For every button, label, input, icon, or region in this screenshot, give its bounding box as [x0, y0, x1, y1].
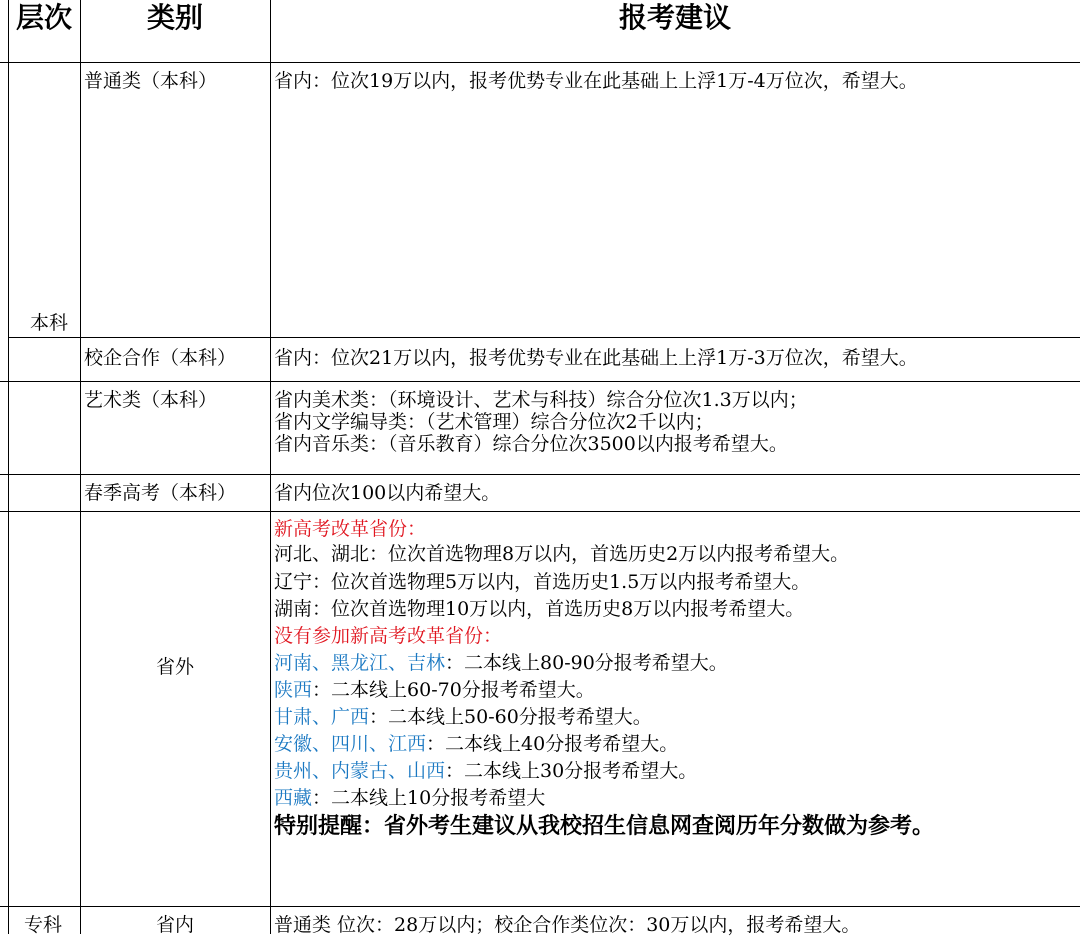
category-xiaoqi: 校企合作（本科） — [84, 347, 237, 369]
province-names: 河南、黑龙江、吉林 — [274, 652, 446, 674]
score-advice: ：二本线上80-90分报考希望大。 — [445, 652, 728, 674]
column-divider — [80, 0, 81, 934]
nonreform-line — [274, 787, 545, 809]
province-names: 安徽、四川、江西 — [274, 733, 427, 755]
header-category: 类别 — [146, 1, 203, 34]
row-divider — [8, 337, 1080, 338]
table-border-left — [8, 0, 9, 934]
advice-yishu-line: 省内文学编导类：（艺术管理）综合分位次2千以内； — [274, 411, 714, 433]
nonreform-title: 没有参加新高考改革省份： — [274, 625, 503, 647]
header-advice: 报考建议 — [618, 1, 731, 34]
province-names: 贵州、内蒙古、山西 — [274, 760, 446, 782]
reform-line: 辽宁：位次首选物理5万以内，首选历史1.5万以内报考希望大。 — [274, 571, 811, 593]
advice-chunji: 省内位次100以内希望大。 — [274, 482, 501, 504]
nonreform-line — [274, 652, 728, 674]
level-zhuanke: 专科 — [24, 914, 63, 936]
category-chunji: 春季高考（本科） — [84, 482, 237, 504]
category-putong: 普通类（本科） — [84, 70, 218, 92]
nonreform-line — [274, 733, 678, 755]
row-divider — [0, 474, 1080, 475]
score-advice: ：二本线上60-70分报考希望大。 — [312, 679, 595, 701]
advice-yishu-line: 省内音乐类：（音乐教育）综合分位次3500以内报考希望大。 — [274, 433, 788, 455]
row-divider — [0, 62, 1080, 63]
level-benke: 本科 — [30, 312, 69, 334]
reform-title: 新高考改革省份： — [274, 518, 427, 540]
category-yishu: 艺术类（本科） — [84, 389, 218, 411]
score-advice: ：二本线上40分报考希望大。 — [426, 733, 679, 755]
province-names: 甘肃、广西 — [274, 706, 370, 728]
score-advice: ：二本线上50-60分报考希望大。 — [369, 706, 652, 728]
advice-xiaoqi: 省内：位次21万以内，报考优势专业在此基础上上浮1万-3万位次，希望大。 — [274, 347, 918, 369]
row-divider — [0, 381, 1080, 382]
province-names: 西藏 — [274, 787, 313, 809]
nonreform-line — [274, 706, 652, 728]
advice-zhuanke: 普通类 位次：28万以内；校企合作类位次：30万以内，报考希望大。 — [274, 914, 861, 936]
column-divider — [270, 0, 271, 934]
province-names: 陕西 — [274, 679, 313, 701]
row-divider — [0, 511, 1080, 512]
score-advice: ：二本线上10分报考希望大 — [312, 787, 546, 809]
header-level: 层次 — [15, 1, 72, 34]
advice-yishu-line: 省内美术类：（环境设计、艺术与科技）综合分位次1.3万以内； — [274, 389, 808, 411]
nonreform-line — [274, 679, 595, 701]
special-reminder: 特别提醒：省外考生建议从我校招生信息网查阅历年分数做为参考。 — [274, 814, 935, 839]
row-divider — [0, 906, 1080, 907]
reform-line: 河北、湖北：位次首选物理8万以内，首选历史2万以内报考希望大。 — [274, 543, 850, 565]
nonreform-line — [274, 760, 697, 782]
category-shengnei: 省内 — [155, 914, 194, 936]
category-shengwai: 省外 — [155, 656, 194, 678]
reform-line: 湖南：位次首选物理10万以内，首选历史8万以内报考希望大。 — [274, 598, 805, 620]
score-advice: ：二本线上30分报考希望大。 — [445, 760, 698, 782]
advice-putong: 省内：位次19万以内，报考优势专业在此基础上上浮1万-4万位次，希望大。 — [274, 70, 918, 92]
